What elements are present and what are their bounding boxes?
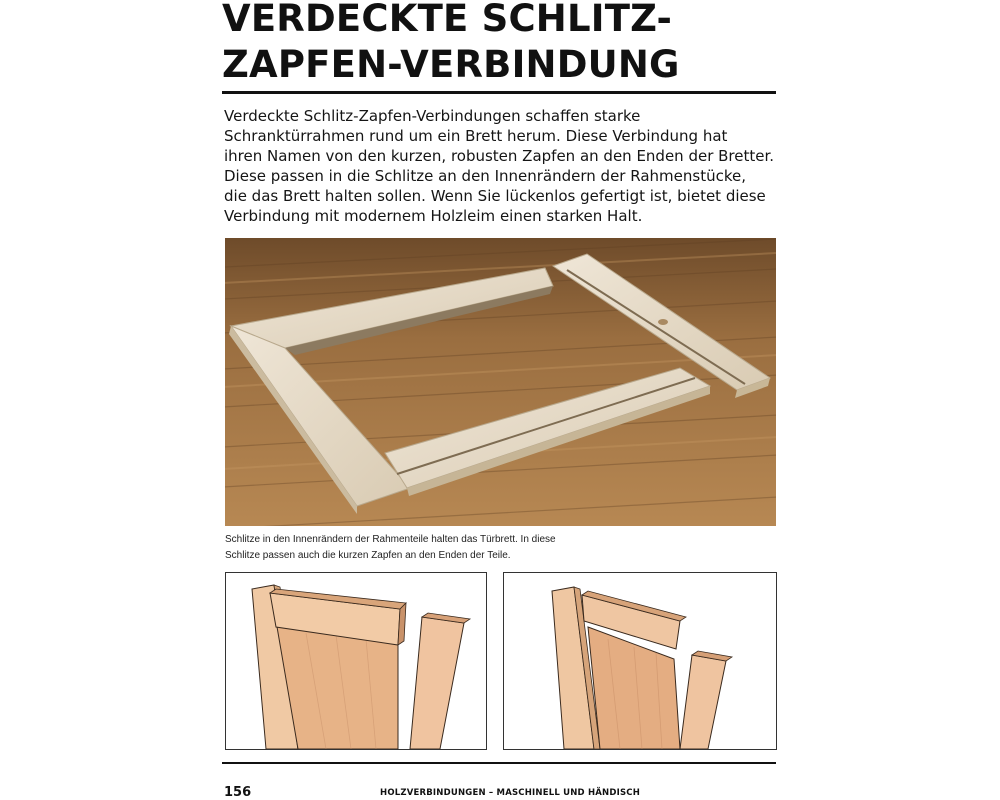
intro-line: die das Brett halten sollen. Wenn Sie lückenlos gefertigt ist, bietet diese [224,187,766,205]
page-number: 156 [224,785,252,800]
running-title: HOLZVERBINDUNGEN – MASCHINELL UND HÄNDISCH [380,788,641,798]
footer-rule [222,762,776,764]
intro-line: ihren Namen von den kurzen, robusten Zapfen an den Enden der Bretter. [224,147,775,165]
photo-caption [225,532,785,564]
intro-line: Verdeckte Schlitz-Zapfen-Verbindungen schaffen starke [224,107,641,125]
title-underline [222,91,776,94]
intro-line: Verbindung mit modernem Holzleim einen starken Halt. [224,207,643,225]
caption-line: Schlitze passen auch die kurzen Zapfen an den Enden der Teile. [225,550,511,561]
exploded-joint-illustration [503,572,777,750]
page-title [222,0,782,88]
assembled-joint-illustration [225,572,487,750]
title-line-1: VERDECKTE SCHLITZ- [222,0,673,40]
title-line-2: ZAPFEN-VERBINDUNG [222,43,680,86]
intro-line: Schranktürrahmen rund um ein Brett herum. Diese Verbindung hat [224,127,728,145]
intro-paragraph [224,106,780,226]
frame-photo [225,238,776,526]
intro-line: Diese passen in die Schlitze an den Innenrändern der Rahmenstücke, [224,167,746,185]
caption-line: Schlitze in den Innenrändern der Rahmenteile halten das Türbrett. In diese [225,534,556,545]
